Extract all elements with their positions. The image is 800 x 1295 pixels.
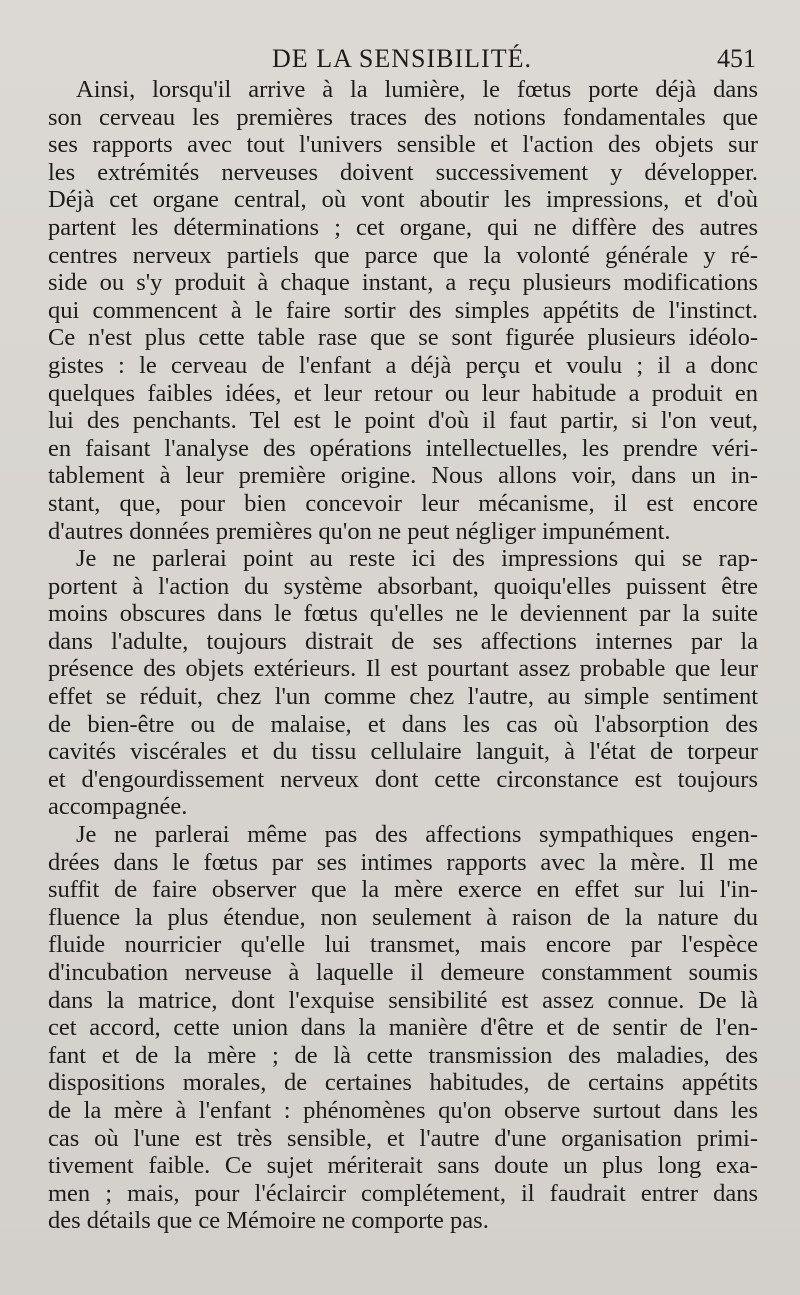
paragraph	[48, 821, 758, 1235]
text-line: Je ne parlerai point au reste ici des impressions qui se rap-	[76, 545, 758, 573]
text-line: tablement à leur première origine. Nous allons voir, dans un in-	[48, 462, 758, 490]
text-line: dispositions morales, de certaines habitudes, de certains appétits	[48, 1069, 758, 1097]
paragraph	[48, 76, 758, 545]
text-line: de la mère à l'enfant : phénomènes qu'on observe surtout dans les	[48, 1096, 758, 1124]
text-line: son cerveau les premières traces des notions fondamentales que	[48, 103, 758, 131]
text-line: lui des penchants. Tel est le point d'où il faut partir, si l'on veut,	[48, 407, 758, 435]
text-line: effet se réduit, chez l'un comme chez l'autre, au simple sentiment	[48, 683, 758, 711]
text-line: tivement faible. Ce sujet mériterait sans doute un plus long exa-	[48, 1152, 758, 1180]
text-line: centres nerveux partiels que parce que la volonté générale y ré-	[48, 241, 758, 269]
text-line: quelques faibles idées, et leur retour ou leur habitude a produit en	[48, 379, 758, 407]
text-line: moins obscures dans le fœtus qu'elles ne le deviennent par la suite	[48, 600, 758, 628]
text-line: partent les déterminations ; cet organe, qui ne diffère des autres	[48, 213, 758, 241]
text-line: en faisant l'analyse des opérations intellectuelles, les prendre véri-	[48, 434, 758, 462]
text-line: qui commencent à le faire sortir des simples appétits de l'instinct.	[48, 296, 758, 324]
text-line: des détails que ce Mémoire ne comporte pas.	[48, 1207, 489, 1235]
page-number: 451	[717, 44, 756, 73]
text-line: side ou s'y produit à chaque instant, a reçu plusieurs modifications	[48, 269, 758, 297]
paragraph	[48, 545, 758, 821]
text-line: fluide nourricier qu'elle lui transmet, mais encore par l'espèce	[48, 931, 758, 959]
text-line: d'autres données premières qu'on ne peut négliger impunément.	[48, 517, 671, 545]
text-line: Déjà cet organe central, où vont aboutir les impressions, et d'où	[48, 186, 758, 214]
text-line: cet accord, cette union dans la manière d'être et de sentir de l'en-	[48, 1014, 758, 1042]
text-line: de bien-être ou de malaise, et dans les cas où l'absorption des	[48, 710, 758, 738]
text-line: accompagnée.	[48, 793, 188, 821]
page-header	[48, 40, 756, 74]
text-line: cavités viscérales et du tissu cellulaire languit, à l'état de torpeur	[48, 738, 758, 766]
text-line: les extrémités nerveuses doivent successivement y développer.	[48, 158, 758, 186]
text-line: Ainsi, lorsqu'il arrive à la lumière, le fœtus porte déjà dans	[76, 76, 758, 103]
text-line: dans l'adulte, toujours distrait de ses affections internes par la	[48, 627, 758, 655]
text-line: stant, que, pour bien concevoir leur mécanisme, il est encore	[48, 489, 758, 517]
text-line: Je ne parlerai même pas des affections sympathiques engen-	[76, 821, 758, 849]
text-line: fant et de la mère ; de là cette transmission des maladies, des	[48, 1041, 758, 1069]
text-line: gistes : le cerveau de l'enfant a déjà perçu et voulu ; il a donc	[48, 351, 758, 379]
text-line: suffit de faire observer que la mère exerce en effet sur lui l'in-	[48, 876, 758, 904]
text-line: fluence la plus étendue, non seulement à raison de la nature du	[48, 903, 758, 931]
body-text	[48, 76, 758, 1235]
text-line: dans la matrice, dont l'exquise sensibilité est assez connue. De là	[48, 986, 758, 1014]
text-line: men ; mais, pour l'éclaircir complétement, il faudrait entrer dans	[48, 1179, 758, 1207]
text-line: présence des objets extérieurs. Il est pourtant assez probable que leur	[48, 655, 758, 683]
text-line: d'incubation nerveuse à laquelle il demeure constamment soumis	[48, 959, 758, 986]
text-line: cas où l'une est très sensible, et l'autre d'une organisation primi-	[48, 1124, 758, 1152]
text-line: portent à l'action du système absorbant, quoiqu'elles puissent être	[48, 572, 758, 600]
text-line: drées dans le fœtus par ses intimes rapports avec la mère. Il me	[48, 848, 758, 876]
paragraphs	[48, 76, 758, 1235]
text-line: et d'engourdissement nerveux dont cette circonstance est toujours	[48, 765, 758, 793]
running-title: DE LA SENSIBILITÉ.	[272, 44, 532, 73]
text-line: Ce n'est plus cette table rase que se sont figurée plusieurs idéolo-	[48, 324, 758, 352]
text-line: ses rapports avec tout l'univers sensible et l'action des objets sur	[48, 131, 758, 159]
